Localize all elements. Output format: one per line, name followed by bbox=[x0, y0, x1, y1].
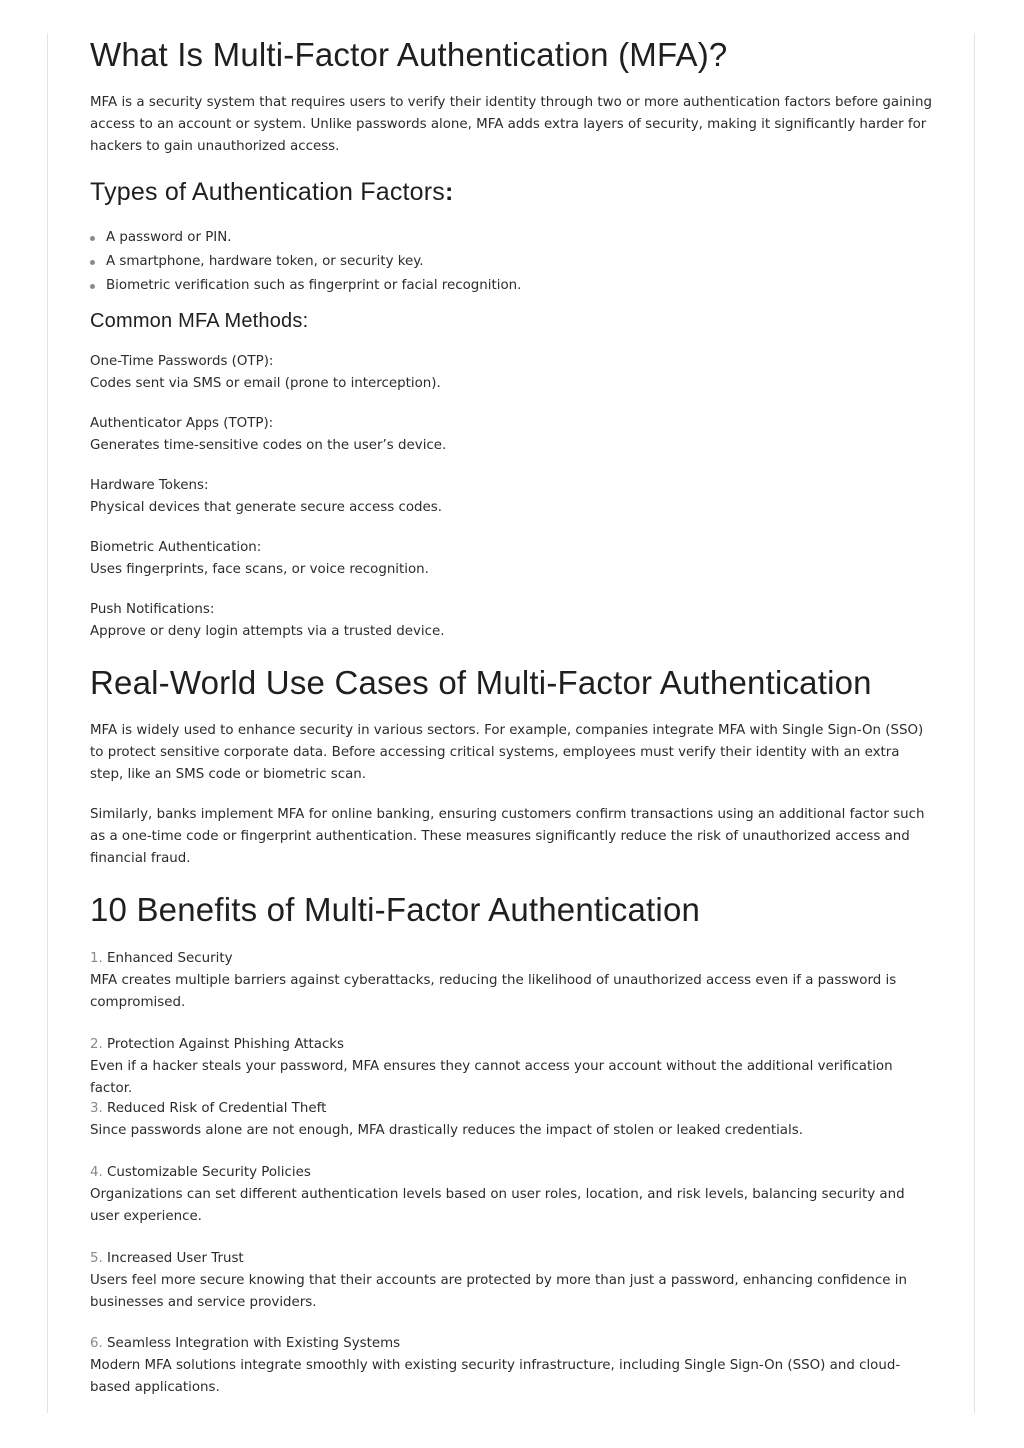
method-desc: Approve or deny login attempts via a trusted device. bbox=[90, 624, 445, 639]
benefit-number: 6. bbox=[90, 1336, 103, 1351]
benefit-title: Reduced Risk of Credential Theft bbox=[107, 1101, 327, 1116]
method-item bbox=[90, 475, 935, 519]
method-title: Hardware Tokens: bbox=[90, 478, 209, 493]
method-desc: Uses fingerprints, face scans, or voice recognition. bbox=[90, 562, 429, 577]
benefit-desc: Modern MFA solutions integrate smoothly with existing security infrastructure, including Single Sign-On (SSO) and cloud-based applications. bbox=[90, 1358, 901, 1395]
method-title: Biometric Authentication: bbox=[90, 540, 262, 555]
document-page bbox=[47, 33, 975, 1413]
benefit-title-line bbox=[90, 1162, 935, 1184]
benefit-item bbox=[90, 948, 935, 1014]
benefit-title: Increased User Trust bbox=[107, 1251, 244, 1266]
benefit-item bbox=[90, 1098, 935, 1142]
intro-paragraph: MFA is a security system that requires users to verify their identity through two or more authentication factors before gaining access to an account or system. Unlike passwords alone, MFA adds extra layers of security, making it significantly harder for hackers to gain unauthorized access. bbox=[90, 95, 932, 154]
benefit-item bbox=[90, 1034, 935, 1100]
factors-heading bbox=[90, 176, 935, 208]
benefit-desc: Organizations can set different authentication levels based on user roles, location, and risk levels, balancing security and user experience. bbox=[90, 1187, 905, 1224]
benefits-heading: 10 Benefits of Multi-Factor Authentication bbox=[90, 891, 701, 928]
method-desc: Codes sent via SMS or email (prone to interception). bbox=[90, 376, 441, 391]
benefit-desc: Even if a hacker steals your password, MFA ensures they cannot access your account without the additional verification factor. bbox=[90, 1059, 893, 1096]
factor-text: A password or PIN. bbox=[106, 230, 232, 245]
benefit-number: 5. bbox=[90, 1251, 103, 1266]
method-title: Authenticator Apps (TOTP): bbox=[90, 416, 274, 431]
list-item bbox=[90, 274, 935, 298]
benefit-desc: Since passwords alone are not enough, MFA drastically reduces the impact of stolen or leaked credentials. bbox=[90, 1123, 803, 1138]
factor-text: A smartphone, hardware token, or security key. bbox=[106, 254, 424, 269]
benefit-title-line bbox=[90, 1248, 935, 1270]
methods-heading: Common MFA Methods: bbox=[90, 310, 309, 332]
page-title: What Is Multi-Factor Authentication (MFA)? bbox=[90, 36, 728, 73]
use-cases-heading: Real-World Use Cases of Multi-Factor Authentication bbox=[90, 664, 872, 701]
use-cases-paragraph: Similarly, banks implement MFA for online banking, ensuring customers confirm transactions using an additional factor such as a one-time code or fingerprint authentication. These measures significantly reduce the risk of unauthorized access and financial fraud. bbox=[90, 807, 925, 866]
benefit-desc: MFA creates multiple barriers against cyberattacks, reducing the likelihood of unauthorized access even if a password is compromised. bbox=[90, 973, 897, 1010]
method-item bbox=[90, 537, 935, 581]
bullet-icon bbox=[90, 236, 95, 241]
benefit-title: Enhanced Security bbox=[107, 951, 233, 966]
method-item bbox=[90, 413, 935, 457]
list-item bbox=[90, 250, 935, 274]
benefit-title-line bbox=[90, 1333, 935, 1355]
benefit-number: 1. bbox=[90, 951, 103, 966]
method-desc: Physical devices that generate secure access codes. bbox=[90, 500, 442, 515]
method-desc: Generates time-sensitive codes on the user’s device. bbox=[90, 438, 447, 453]
factors-heading-text: Types of Authentication Factors bbox=[90, 178, 446, 206]
benefit-title-line bbox=[90, 1098, 935, 1120]
list-item bbox=[90, 226, 935, 250]
benefit-item bbox=[90, 1333, 935, 1399]
method-title: One-Time Passwords (OTP): bbox=[90, 354, 274, 369]
bullet-icon bbox=[90, 260, 95, 265]
factors-heading-colon: : bbox=[445, 178, 454, 206]
use-cases-paragraph: MFA is widely used to enhance security in various sectors. For example, companies integrate MFA with Single Sign-On (SSO) to protect sensitive corporate data. Before accessing critical systems, employees must verify their identity with an extra step, like an SMS code or biometric scan. bbox=[90, 723, 924, 782]
method-item bbox=[90, 599, 935, 643]
benefit-desc: Users feel more secure knowing that their accounts are protected by more than just a password, enhancing confidence in businesses and service providers. bbox=[90, 1273, 907, 1310]
factors-list bbox=[90, 226, 935, 298]
benefit-item bbox=[90, 1162, 935, 1228]
benefit-item bbox=[90, 1248, 935, 1314]
benefit-title: Customizable Security Policies bbox=[107, 1165, 311, 1180]
benefit-title: Protection Against Phishing Attacks bbox=[107, 1037, 345, 1052]
benefit-title-line bbox=[90, 1034, 935, 1056]
method-title: Push Notifications: bbox=[90, 602, 215, 617]
benefit-title: Seamless Integration with Existing Systems bbox=[107, 1336, 401, 1351]
benefit-number: 2. bbox=[90, 1037, 103, 1052]
benefit-number: 3. bbox=[90, 1101, 103, 1116]
benefit-title-line bbox=[90, 948, 935, 970]
benefit-number: 4. bbox=[90, 1165, 103, 1180]
method-item bbox=[90, 351, 935, 395]
factor-text: Biometric verification such as fingerprint or facial recognition. bbox=[106, 278, 522, 293]
bullet-icon bbox=[90, 284, 95, 289]
